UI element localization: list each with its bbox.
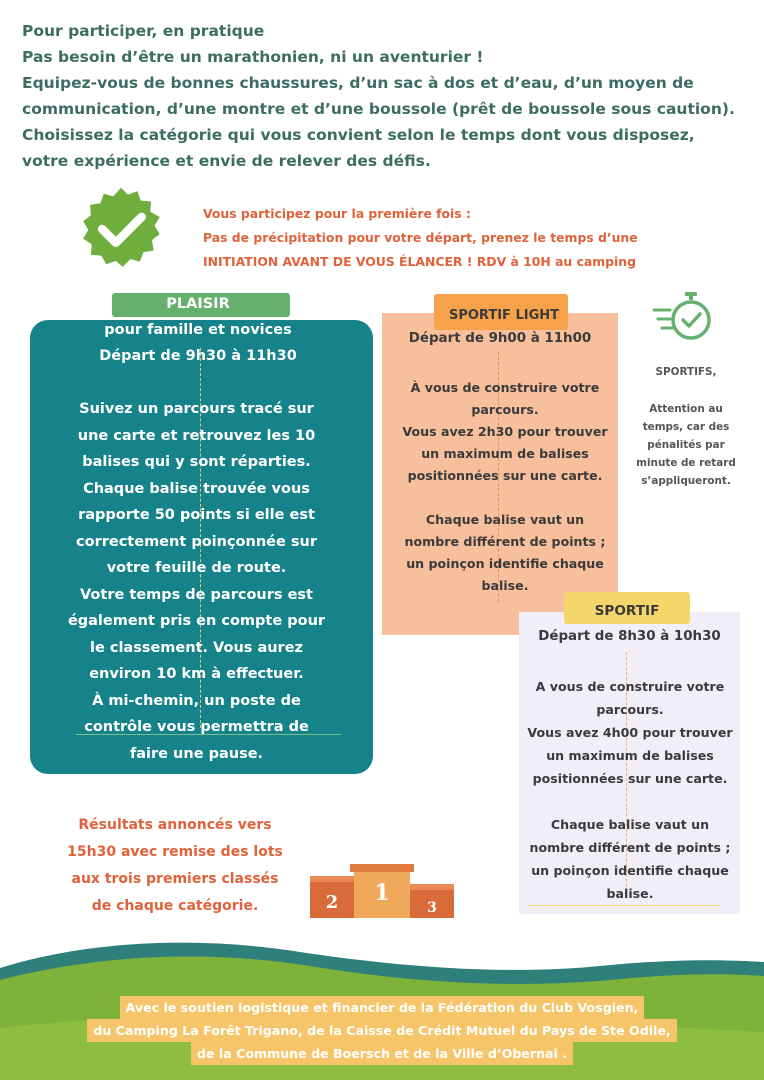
side-note-line: temps, car des: [642, 421, 730, 433]
sportif-line: [512, 790, 748, 813]
sportif-light-line: À vous de construire votre: [410, 380, 600, 395]
sportif-line: un poinçon identifie chaque: [531, 863, 729, 878]
side-note-line: Attention au: [649, 403, 723, 415]
intro-line: Equipez-vous de bonnes chaussures, d’un sac à dos et d’eau, d’un moyen de: [22, 74, 694, 92]
sportif-light-line: un maximum de balises: [421, 446, 589, 461]
sportif-light-line: Chaque balise vaut un: [425, 512, 585, 527]
plaisir-line: une carte et retrouvez les 10: [77, 427, 316, 444]
side-note-line: pénalités par: [647, 439, 725, 451]
podium-icon: [310, 862, 454, 918]
plaisir-header: [30, 291, 366, 369]
plaisir-line: Votre temps de parcours est: [80, 586, 313, 603]
intro-line: Choisissez la catégorie qui vous convient selon le temps dont vous disposez,: [22, 126, 695, 144]
plaisir-tag-label: PLAISIR: [166, 296, 230, 312]
stopwatch-check-icon: [652, 290, 716, 346]
sportif-line: nombre différent de points ;: [529, 840, 731, 855]
plaisir-line: rapporte 50 points si elle est: [78, 507, 315, 523]
sportif-line: balise.: [606, 886, 654, 901]
sportif-tag-label: SPORTIF: [594, 603, 660, 619]
sportif-line: Vous avez 4h00 pour trouver: [527, 725, 733, 740]
plaisir-line: Chaque balise trouvée vous: [83, 480, 310, 497]
intro-line: votre expérience et envie de relever des défis.: [22, 152, 431, 170]
sportif-line: A vous de construire votre: [535, 679, 725, 694]
intro-line: communication, d’une montre et d’une boussole (prêt de boussole sous caution).: [22, 100, 735, 118]
first-time-line: Vous participez pour la première fois :: [203, 206, 471, 221]
podium-third: 3: [427, 900, 437, 916]
sportif-light-line: parcours.: [471, 402, 539, 417]
plaisir-line: À mi-chemin, un poste de: [92, 692, 301, 709]
sportif-light-line: un poinçon identifie chaque: [406, 556, 604, 571]
plaisir-subtitle: pour famille et novices: [104, 322, 292, 338]
results-text: [40, 812, 310, 920]
sportif-light-line: [382, 487, 628, 509]
intro-line: Pour participer, en pratique: [22, 22, 265, 40]
first-time-notice: [203, 202, 703, 274]
sportif-light-tag-label: SPORTIF LIGHT: [448, 308, 560, 323]
results-line: Résultats annoncés vers: [78, 817, 272, 833]
plaisir-description: [40, 396, 353, 767]
sportif-line: un maximum de balises: [546, 748, 714, 763]
sportif-light-line: nombre différent de points ;: [404, 534, 606, 549]
sportif-light-line: balise.: [481, 578, 529, 593]
sportif-line: positionnées sur une carte.: [532, 771, 728, 786]
sponsor-line: de la Commune de Boersch et de la Ville d’Obernai .: [191, 1042, 573, 1065]
sponsors-text: [0, 996, 764, 1065]
sponsor-line: du Camping La Forêt Trigano, de la Caisse de Crédit Mutuel du Pays de Ste Odile,: [87, 1019, 676, 1042]
sportif-line: Chaque balise vaut un: [550, 817, 710, 832]
plaisir-line: faire une pause.: [129, 745, 264, 762]
sportif-light-description: [382, 377, 628, 597]
side-note-line: minute de retard: [636, 457, 736, 469]
sportif-time: Départ de 8h30 à 10h30: [538, 629, 721, 644]
check-badge-icon: [78, 186, 164, 272]
plaisir-line: balises qui y sont réparties.: [82, 454, 311, 470]
podium-second: 2: [325, 892, 339, 913]
first-time-line: Pas de précipitation pour votre départ, prenez le temps d’une: [203, 230, 638, 245]
sportif-light-line: positionnées sur une carte.: [407, 468, 603, 483]
plaisir-time: Départ de 9h30 à 11h30: [99, 348, 297, 364]
plaisir-line: également pris en compte pour: [67, 613, 326, 629]
plaisir-line: le classement. Vous aurez: [90, 639, 303, 656]
plaisir-line: environ 10 km à effectuer.: [89, 666, 304, 682]
intro-text: [22, 18, 752, 174]
results-line: de chaque catégorie.: [91, 898, 259, 914]
results-line: 15h30 avec remise des lots: [67, 844, 283, 860]
sportif-light-time: Départ de 9h00 à 11h00: [408, 331, 592, 346]
sportif-line: parcours.: [596, 702, 664, 717]
plaisir-line: contrôle vous permettra de: [84, 719, 309, 735]
plaisir-line: votre feuille de route.: [106, 560, 287, 576]
podium-first: 1: [374, 880, 390, 906]
plaisir-line: correctement poinçonnée sur: [76, 533, 317, 550]
sportif-light-line: Vous avez 2h30 pour trouver: [402, 424, 608, 439]
first-time-line: INITIATION AVANT DE VOUS ÉLANCER ! RDV à 10H au camping: [203, 254, 636, 269]
side-note-title: SPORTIFS,: [655, 366, 717, 378]
side-note-text: [626, 400, 746, 490]
plaisir-line: Suivez un parcours tracé sur: [79, 401, 314, 417]
sportif-divider: [529, 905, 719, 906]
results-line: aux trois premiers classés: [71, 871, 279, 887]
side-note-line: s’appliqueront.: [641, 475, 731, 487]
sponsor-line: Avec le soutien logistique et financier de la Fédération du Club Vosgien,: [120, 996, 645, 1019]
sportif-description: [512, 675, 748, 905]
intro-line: Pas besoin d’être un marathonien, ni un aventurier !: [22, 48, 484, 66]
